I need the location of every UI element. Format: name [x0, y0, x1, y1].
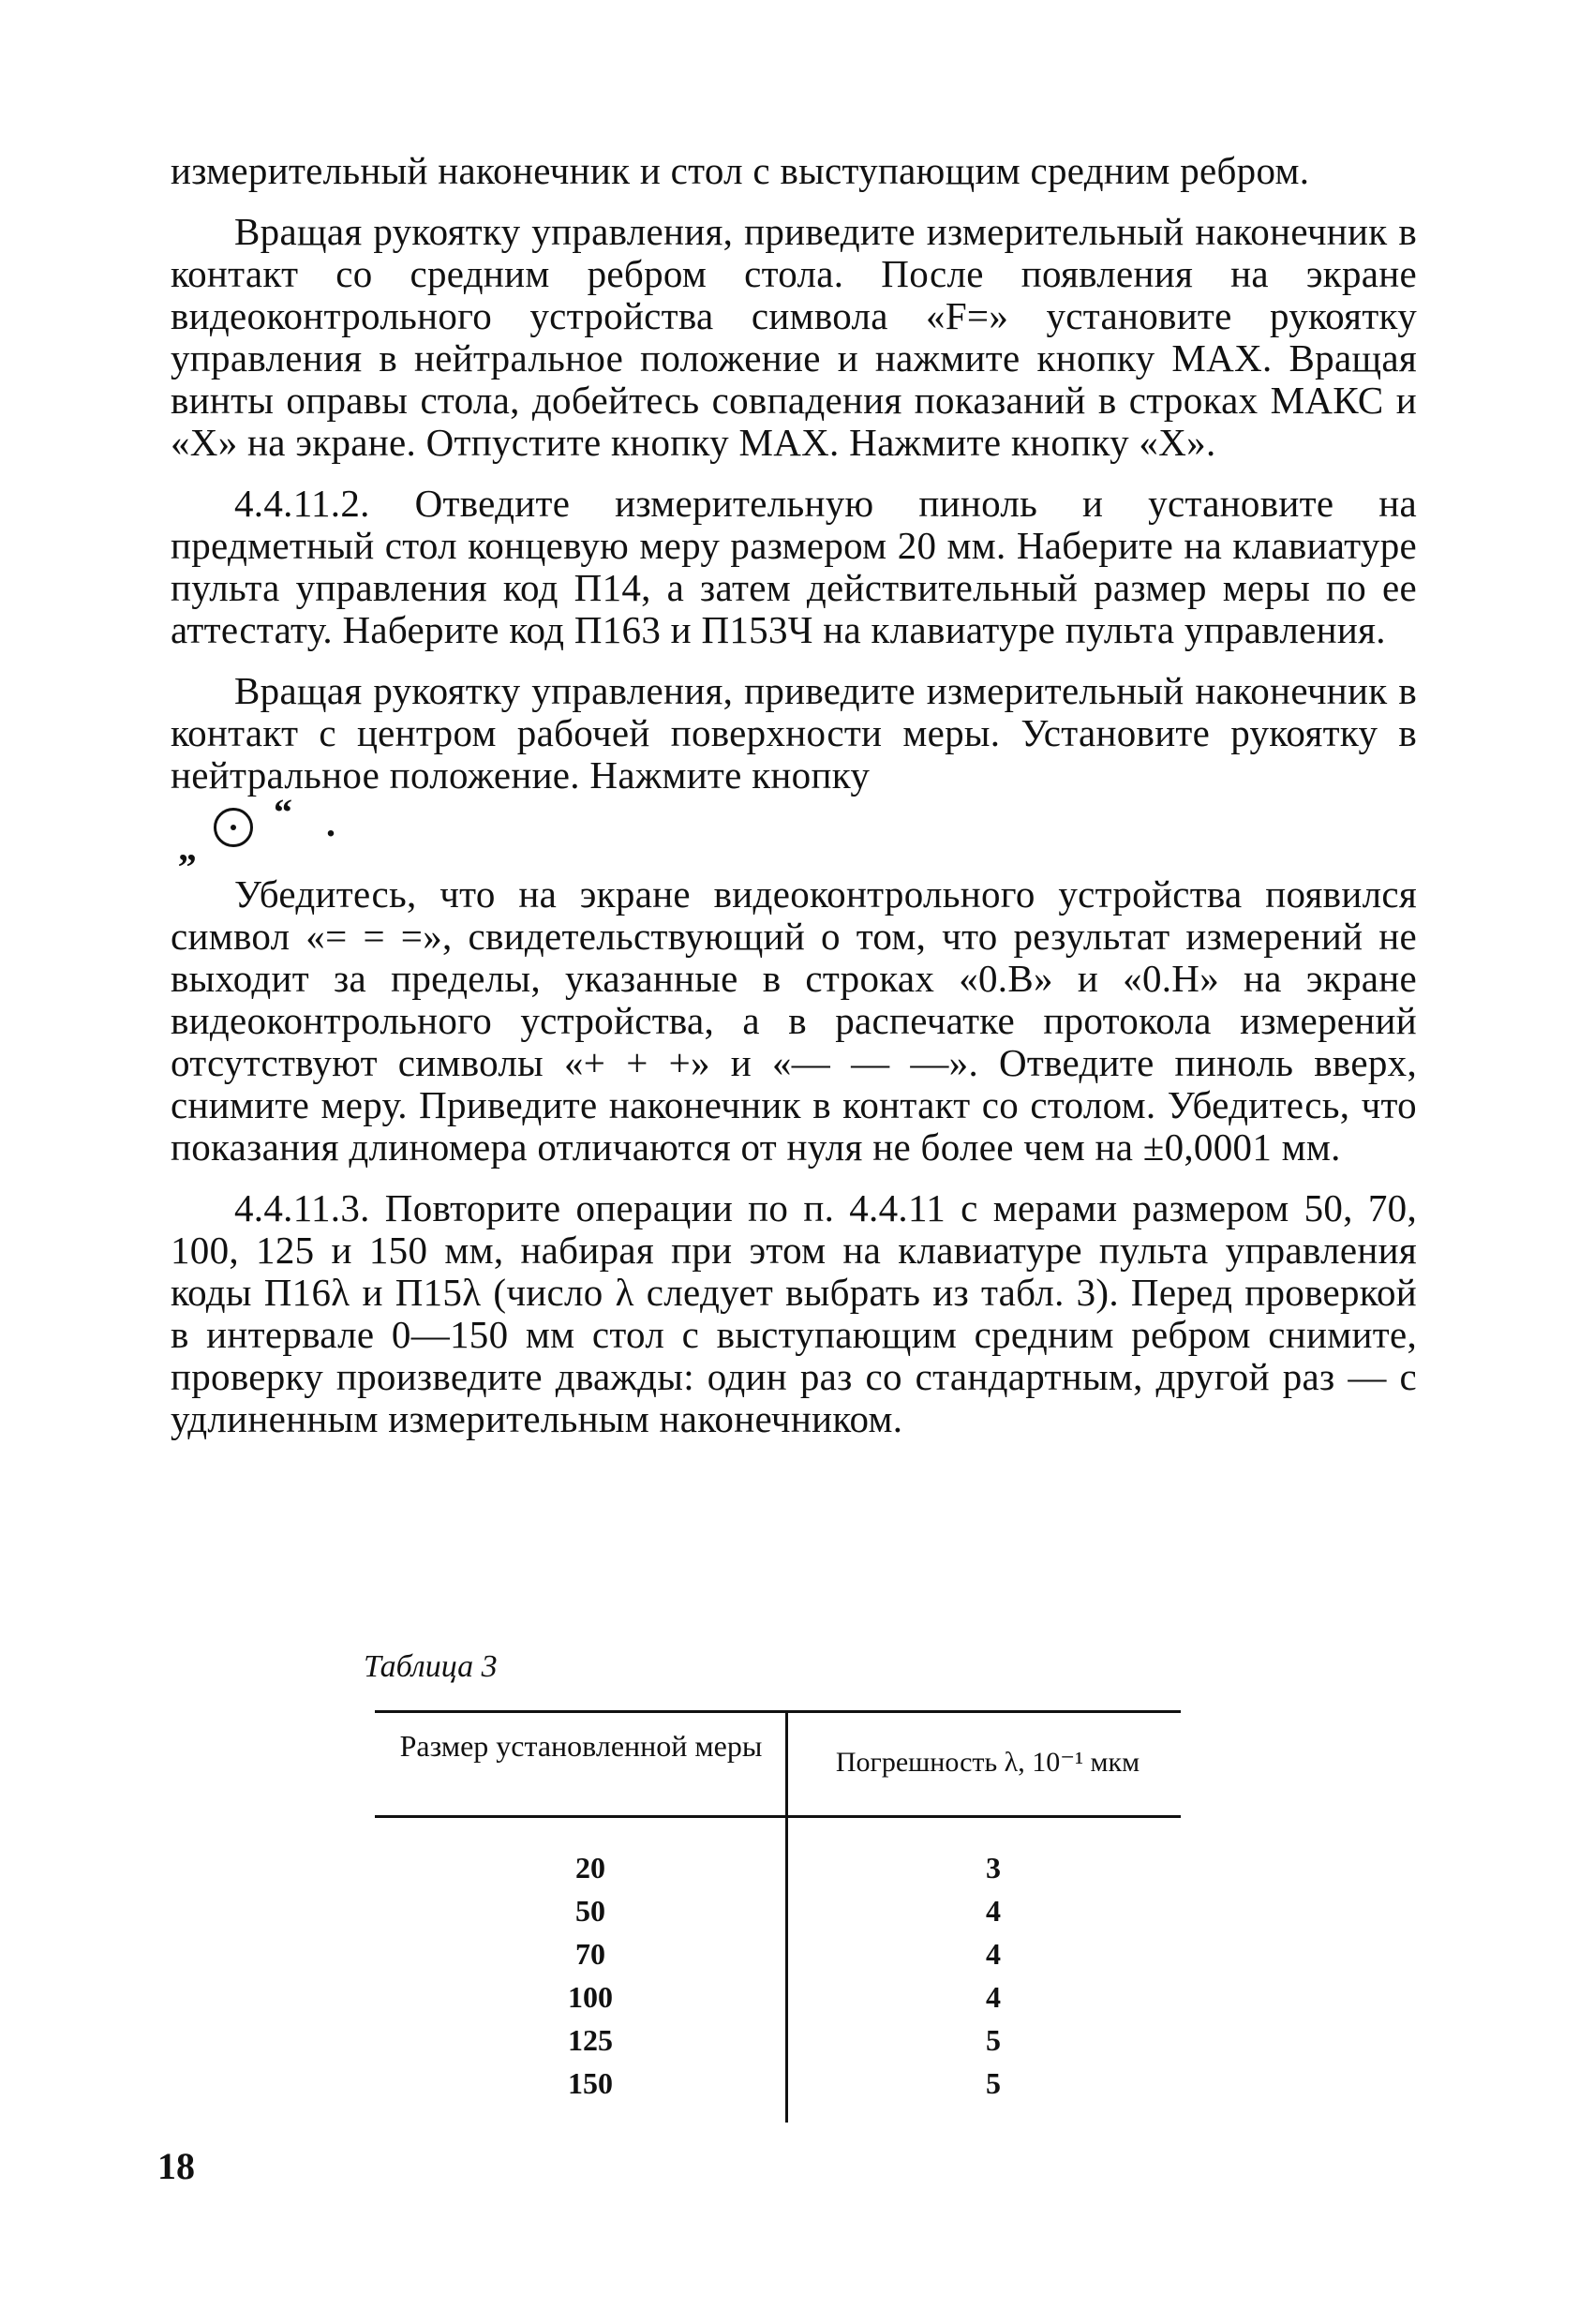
table-cell-size: 100	[568, 1980, 613, 2014]
table-caption: Таблица 3	[364, 1649, 498, 1684]
body-text	[171, 150, 1417, 1459]
table-cell-error: 4	[986, 1937, 1001, 1971]
period: .	[326, 802, 336, 844]
table-cell-error: 4	[986, 1894, 1001, 1928]
column-header-error: Погрешность λ, 10⁻¹ мкм	[835, 1747, 1140, 1778]
paragraph-contact-center: Вращая рукоятку управления, приведите измерительный наконечник в контакт с центром рабочей поверхности меры. Установите рукоятку в нейтральное положение. Нажмите кнопку	[171, 669, 1417, 797]
paragraph-continuation: измерительный наконечник и стол с выступающим средним ребром.	[171, 149, 1310, 192]
paragraph-4-4-11-3: 4.4.11.3. Повторите операции по п. 4.4.11 с мерами размером 50, 70, 100, 125 и 150 мм, набирая при этом на клавиатуре пульта управления коды П16λ и П15λ (число λ следует выбрать из табл. 3). Перед проверкой в интервале 0—150 мм стол с выступающим средним ребром снимите, проверку произведите дважды: один раз со стандартным, другой раз — с удлиненным измерительным наконечником.	[171, 1186, 1417, 1440]
open-quote: „	[178, 827, 198, 869]
button-symbol-line	[171, 791, 1417, 869]
close-quote: “	[274, 791, 293, 833]
table-cell-error: 3	[986, 1851, 1001, 1885]
table-cell-size: 150	[568, 2066, 613, 2100]
table-3	[375, 1710, 1181, 2123]
table-cell-error: 5	[986, 2023, 1001, 2057]
table-column-divider	[785, 1710, 788, 2123]
table-header-rule	[375, 1815, 1181, 1818]
paragraph-rotate-handle: Вращая рукоятку управления, приведите измерительный наконечник в контакт со средним ребром стола. После появления на экране видеоконтрольного устройства символа «F=» установите рукоятку управления в нейтральное положение и нажмите кнопку МАХ. Вращая винты оправы стола, добейтесь совпадения показаний в строках МАКС и «Х» на экране. Отпустите кнопку МАХ. Нажмите кнопку «Х».	[171, 210, 1417, 464]
paragraph-4-4-11-2: 4.4.11.2. Отведите измерительную пиноль и установите на предметный стол концевую меру размером 20 мм. Наберите на клавиатуре пульта управления код П14, а затем действительный размер меры по ее аттестату. Наберите код П163 и П153Ч на клавиатуре пульта управления.	[171, 482, 1417, 651]
table-cell-error: 4	[986, 1980, 1001, 2014]
table-cell-size: 20	[575, 1851, 605, 1885]
table-cell-size: 50	[575, 1894, 605, 1928]
table-cell-size: 125	[568, 2023, 613, 2057]
table-cell-size: 70	[575, 1937, 605, 1971]
page-number: 18	[157, 2145, 195, 2187]
table-top-rule	[375, 1710, 1181, 1713]
circle-dot-icon	[214, 808, 253, 847]
paragraph-verify: Убедитесь, что на экране видеоконтрольного устройства появился символ «= = =», свидетельствующий о том, что результат измерений не выходит за пределы, указанные в строках «0.В» и «0.Н» на экране видеоконтрольного устройства, а в распечатке протокола измерений отсутствуют символы «+ + +» и «— — —». Отведите пиноль вверх, снимите меру. Приведите наконечник в контакт со столом. Убедитесь, что показания длиномера отличаются от нуля не более чем на ±0,0001 мм.	[171, 872, 1417, 1169]
table-cell-error: 5	[986, 2066, 1001, 2100]
column-header-size: Размер установленной меры	[399, 1729, 763, 1763]
